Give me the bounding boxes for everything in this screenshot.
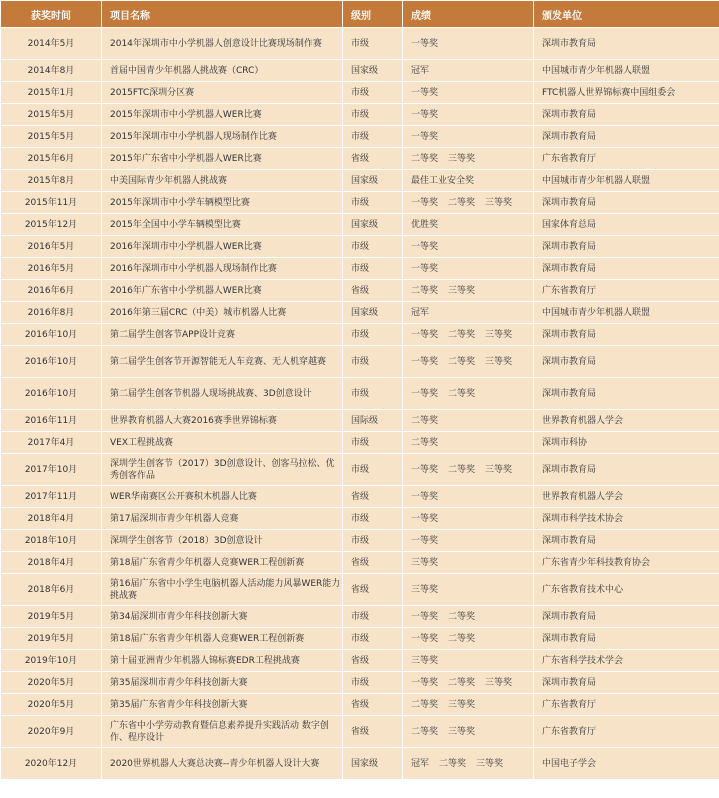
issuing-unit: 世界教育机器人学会 xyxy=(534,410,719,432)
result-item: 三等奖 xyxy=(485,677,513,688)
table-row xyxy=(1,258,719,280)
result-item: 二等奖 xyxy=(448,329,476,340)
award-date: 2017年4月 xyxy=(1,432,102,454)
award-date: 2016年6月 xyxy=(1,280,102,302)
table-row xyxy=(1,606,719,628)
issuing-unit: 中国城市青少年机器人联盟 xyxy=(534,170,719,192)
award-result xyxy=(403,214,534,236)
result-item: 冠军 xyxy=(411,307,430,318)
table-row xyxy=(1,302,719,324)
table-row xyxy=(1,454,719,486)
award-result xyxy=(403,628,534,650)
result-item: 三等奖 xyxy=(485,356,513,367)
award-date: 2020年5月 xyxy=(1,694,102,716)
header-row xyxy=(1,1,719,28)
award-level: 国家级 xyxy=(343,214,403,236)
award-result xyxy=(403,650,534,672)
result-item: 二等奖 xyxy=(411,699,439,710)
project-name: 深圳学生创客节（2017）3D创意设计、创客马拉松、优秀创客作品 xyxy=(102,454,343,486)
award-level: 省级 xyxy=(343,650,403,672)
award-result xyxy=(403,60,534,82)
award-level: 市级 xyxy=(343,672,403,694)
issuing-unit: 广东省青少年科技教育协会 xyxy=(534,552,719,574)
result-item: 冠军 xyxy=(411,758,430,769)
project-name: VEX工程挑战赛 xyxy=(102,432,343,454)
project-name: 世界教育机器人大赛2016赛季世界锦标赛 xyxy=(102,410,343,432)
award-level: 市级 xyxy=(343,432,403,454)
issuing-unit: 中国电子学会 xyxy=(534,748,719,780)
project-name: WER华南赛区公开赛积木机器人比赛 xyxy=(102,486,343,508)
award-result xyxy=(403,324,534,346)
award-result xyxy=(403,606,534,628)
award-date: 2017年10月 xyxy=(1,454,102,486)
award-date: 2017年11月 xyxy=(1,486,102,508)
table-body xyxy=(1,28,719,780)
award-result xyxy=(403,170,534,192)
issuing-unit: 广东省教育厅 xyxy=(534,280,719,302)
table-row xyxy=(1,280,719,302)
award-result xyxy=(403,192,534,214)
award-date: 2015年12月 xyxy=(1,214,102,236)
award-date: 2014年5月 xyxy=(1,28,102,60)
issuing-unit: 深圳市科学技术协会 xyxy=(534,508,719,530)
project-name: 第二届学生创客节开源智能无人车竞赛、无人机穿越赛 xyxy=(102,346,343,378)
result-item: 一等奖 xyxy=(411,356,439,367)
project-name: 2016年深圳市中小学机器人现场制作比赛 xyxy=(102,258,343,280)
award-result xyxy=(403,302,534,324)
result-item: 三等奖 xyxy=(411,557,439,568)
award-date: 2015年5月 xyxy=(1,104,102,126)
award-level: 市级 xyxy=(343,82,403,104)
award-level: 国际级 xyxy=(343,410,403,432)
table-row xyxy=(1,170,719,192)
result-item: 二等奖 xyxy=(411,153,439,164)
table-row xyxy=(1,508,719,530)
award-date: 2018年10月 xyxy=(1,530,102,552)
issuing-unit: 深圳市教育局 xyxy=(534,324,719,346)
result-item: 二等奖 xyxy=(448,611,476,622)
result-item: 二等奖 xyxy=(448,388,476,399)
result-item: 三等奖 xyxy=(476,758,504,769)
award-level: 省级 xyxy=(343,716,403,748)
table-row xyxy=(1,694,719,716)
issuing-unit: 深圳市教育局 xyxy=(534,236,719,258)
table-row xyxy=(1,650,719,672)
issuing-unit: 世界教育机器人学会 xyxy=(534,486,719,508)
result-item: 二等奖 xyxy=(411,726,439,737)
issuing-unit: 中国城市青少年机器人联盟 xyxy=(534,60,719,82)
issuing-unit: 深圳市科协 xyxy=(534,432,719,454)
award-level: 省级 xyxy=(343,694,403,716)
award-result xyxy=(403,378,534,410)
project-name: 2014年深圳市中小学机器人创意设计比赛现场制作赛 xyxy=(102,28,343,60)
issuing-unit: 中国城市青少年机器人联盟 xyxy=(534,302,719,324)
award-date: 2018年4月 xyxy=(1,508,102,530)
table-row xyxy=(1,214,719,236)
result-item: 三等奖 xyxy=(448,699,476,710)
result-item: 最佳工业安全奖 xyxy=(411,175,475,186)
result-item: 三等奖 xyxy=(448,726,476,737)
result-item: 三等奖 xyxy=(411,584,439,595)
award-level: 市级 xyxy=(343,236,403,258)
project-name: 第16届广东省中小学生电脑机器人活动能力风暴WER能力挑战赛 xyxy=(102,574,343,606)
project-name: 2016年广东省中小学机器人WER比赛 xyxy=(102,280,343,302)
issuing-unit: 深圳市教育局 xyxy=(534,346,719,378)
issuing-unit: 广东省教育厅 xyxy=(534,716,719,748)
project-name: 2015FTC深圳分区赛 xyxy=(102,82,343,104)
project-name: 2015年深圳市中小学车辆模型比赛 xyxy=(102,192,343,214)
award-date: 2016年5月 xyxy=(1,236,102,258)
award-result xyxy=(403,432,534,454)
award-date: 2016年10月 xyxy=(1,324,102,346)
table-row xyxy=(1,574,719,606)
award-result xyxy=(403,454,534,486)
award-level: 省级 xyxy=(343,486,403,508)
issuing-unit: 深圳市教育局 xyxy=(534,628,719,650)
table-row xyxy=(1,672,719,694)
issuing-unit: 国家体育总局 xyxy=(534,214,719,236)
table-row xyxy=(1,104,719,126)
award-level: 市级 xyxy=(343,606,403,628)
award-result xyxy=(403,508,534,530)
issuing-unit: 深圳市教育局 xyxy=(534,126,719,148)
header-result: 成绩 xyxy=(403,1,534,28)
award-result xyxy=(403,104,534,126)
issuing-unit: 深圳市教育局 xyxy=(534,258,719,280)
project-name: 2016年第三届CRC（中美）城市机器人比赛 xyxy=(102,302,343,324)
award-date: 2019年5月 xyxy=(1,628,102,650)
award-date: 2020年12月 xyxy=(1,748,102,780)
award-result xyxy=(403,748,534,780)
award-date: 2015年11月 xyxy=(1,192,102,214)
result-item: 三等奖 xyxy=(448,285,476,296)
issuing-unit: 深圳市教育局 xyxy=(534,28,719,60)
award-level: 市级 xyxy=(343,454,403,486)
table-row xyxy=(1,432,719,454)
issuing-unit: FTC机器人世界锦标赛中国组委会 xyxy=(534,82,719,104)
award-date: 2015年6月 xyxy=(1,148,102,170)
result-item: 二等奖 xyxy=(411,285,439,296)
award-result xyxy=(403,672,534,694)
table-row xyxy=(1,716,719,748)
award-level: 省级 xyxy=(343,574,403,606)
result-item: 一等奖 xyxy=(411,611,439,622)
award-level: 市级 xyxy=(343,324,403,346)
award-result xyxy=(403,82,534,104)
result-item: 二等奖 xyxy=(448,677,476,688)
award-level: 省级 xyxy=(343,280,403,302)
result-item: 二等奖 xyxy=(448,464,476,475)
award-date: 2016年10月 xyxy=(1,346,102,378)
project-name: 第二届学生创客节机器人现场挑战赛、3D创意设计 xyxy=(102,378,343,410)
award-level: 市级 xyxy=(343,192,403,214)
award-result xyxy=(403,552,534,574)
project-name: 第35届深圳市青少年科技创新大赛 xyxy=(102,672,343,694)
result-item: 二等奖 xyxy=(448,197,476,208)
project-name: 第35届广东省青少年科技创新大赛 xyxy=(102,694,343,716)
project-name: 2015年全国中小学车辆模型比赛 xyxy=(102,214,343,236)
award-result xyxy=(403,148,534,170)
result-item: 一等奖 xyxy=(411,87,439,98)
result-item: 冠军 xyxy=(411,65,430,76)
result-item: 三等奖 xyxy=(485,329,513,340)
table-row xyxy=(1,60,719,82)
award-level: 国家级 xyxy=(343,60,403,82)
table-row xyxy=(1,530,719,552)
result-item: 二等奖 xyxy=(448,633,476,644)
award-date: 2019年5月 xyxy=(1,606,102,628)
result-item: 二等奖 xyxy=(411,437,439,448)
table-row xyxy=(1,82,719,104)
result-item: 优胜奖 xyxy=(411,219,439,230)
award-date: 2016年10月 xyxy=(1,378,102,410)
project-name: 中美国际青少年机器人挑战赛 xyxy=(102,170,343,192)
award-result xyxy=(403,694,534,716)
table-row xyxy=(1,324,719,346)
award-level: 市级 xyxy=(343,628,403,650)
project-name: 2016年深圳市中小学机器人WER比赛 xyxy=(102,236,343,258)
result-item: 二等奖 xyxy=(439,758,467,769)
award-level: 市级 xyxy=(343,346,403,378)
award-date: 2020年5月 xyxy=(1,672,102,694)
award-level: 省级 xyxy=(343,148,403,170)
award-date: 2020年9月 xyxy=(1,716,102,748)
award-date: 2016年8月 xyxy=(1,302,102,324)
table-row xyxy=(1,552,719,574)
award-date: 2014年8月 xyxy=(1,60,102,82)
result-item: 一等奖 xyxy=(411,633,439,644)
award-level: 市级 xyxy=(343,104,403,126)
issuing-unit: 深圳市教育局 xyxy=(534,378,719,410)
result-item: 三等奖 xyxy=(448,153,476,164)
table-row xyxy=(1,378,719,410)
result-item: 三等奖 xyxy=(485,197,513,208)
award-level: 市级 xyxy=(343,258,403,280)
award-level: 省级 xyxy=(343,552,403,574)
table-row xyxy=(1,236,719,258)
award-result xyxy=(403,280,534,302)
award-date: 2015年5月 xyxy=(1,126,102,148)
issuing-unit: 深圳市教育局 xyxy=(534,104,719,126)
result-item: 一等奖 xyxy=(411,197,439,208)
header-date: 获奖时间 xyxy=(1,1,102,28)
table-row xyxy=(1,192,719,214)
result-item: 一等奖 xyxy=(411,131,439,142)
project-name: 2015年深圳市中小学机器人WER比赛 xyxy=(102,104,343,126)
award-date: 2019年10月 xyxy=(1,650,102,672)
issuing-unit: 深圳市教育局 xyxy=(534,530,719,552)
project-name: 第十届亚洲青少年机器人锦标赛EDR工程挑战赛 xyxy=(102,650,343,672)
result-item: 一等奖 xyxy=(411,388,439,399)
award-level: 国家级 xyxy=(343,302,403,324)
table-row xyxy=(1,410,719,432)
award-level: 市级 xyxy=(343,378,403,410)
header-issuer: 颁发单位 xyxy=(534,1,719,28)
award-date: 2015年1月 xyxy=(1,82,102,104)
issuing-unit: 深圳市教育局 xyxy=(534,672,719,694)
result-item: 一等奖 xyxy=(411,677,439,688)
project-name: 2020世界机器人大赛总决赛--青少年机器人设计大赛 xyxy=(102,748,343,780)
issuing-unit: 深圳市教育局 xyxy=(534,454,719,486)
result-item: 一等奖 xyxy=(411,491,439,502)
header-level: 级别 xyxy=(343,1,403,28)
issuing-unit: 广东省教育厅 xyxy=(534,148,719,170)
header-project: 项目名称 xyxy=(102,1,343,28)
project-name: 首届中国青少年机器人挑战赛（CRC） xyxy=(102,60,343,82)
award-result xyxy=(403,258,534,280)
result-item: 一等奖 xyxy=(411,535,439,546)
project-name: 第二届学生创客节APP设计竞赛 xyxy=(102,324,343,346)
table-row xyxy=(1,148,719,170)
award-level: 市级 xyxy=(343,28,403,60)
award-level: 市级 xyxy=(343,530,403,552)
award-date: 2018年4月 xyxy=(1,552,102,574)
award-result xyxy=(403,410,534,432)
table-row xyxy=(1,748,719,780)
award-date: 2015年8月 xyxy=(1,170,102,192)
result-item: 一等奖 xyxy=(411,464,439,475)
result-item: 三等奖 xyxy=(485,464,513,475)
table-row xyxy=(1,346,719,378)
award-result xyxy=(403,236,534,258)
project-name: 2015年深圳市中小学机器人现场制作比赛 xyxy=(102,126,343,148)
award-result xyxy=(403,530,534,552)
award-date: 2016年11月 xyxy=(1,410,102,432)
project-name: 第17届深圳市青少年机器人竞赛 xyxy=(102,508,343,530)
result-item: 一等奖 xyxy=(411,513,439,524)
result-item: 一等奖 xyxy=(411,38,439,49)
award-result xyxy=(403,486,534,508)
result-item: 一等奖 xyxy=(411,241,439,252)
issuing-unit: 广东省教育厅 xyxy=(534,694,719,716)
project-name: 第18届广东省青少年机器人竞赛WER工程创新赛 xyxy=(102,628,343,650)
award-result xyxy=(403,346,534,378)
award-level: 市级 xyxy=(343,126,403,148)
result-item: 三等奖 xyxy=(411,655,439,666)
award-date: 2018年6月 xyxy=(1,574,102,606)
award-result xyxy=(403,28,534,60)
table-row xyxy=(1,628,719,650)
project-name: 广东省中小学劳动教育暨信息素养提升实践活动 数字创作、程序设计 xyxy=(102,716,343,748)
project-name: 第18届广东省青少年机器人竞赛WER工程创新赛 xyxy=(102,552,343,574)
issuing-unit: 深圳市教育局 xyxy=(534,192,719,214)
project-name: 第34届深圳市青少年科技创新大赛 xyxy=(102,606,343,628)
award-result xyxy=(403,716,534,748)
project-name: 深圳学生创客节（2018）3D创意设计 xyxy=(102,530,343,552)
result-item: 一等奖 xyxy=(411,109,439,120)
award-result xyxy=(403,574,534,606)
result-item: 一等奖 xyxy=(411,329,439,340)
result-item: 一等奖 xyxy=(411,263,439,274)
issuing-unit: 广东省科学技术学会 xyxy=(534,650,719,672)
award-date: 2016年5月 xyxy=(1,258,102,280)
issuing-unit: 广东省教育技术中心 xyxy=(534,574,719,606)
award-level: 国家级 xyxy=(343,748,403,780)
award-result xyxy=(403,126,534,148)
table-row xyxy=(1,28,719,60)
table-row xyxy=(1,126,719,148)
project-name: 2015年广东省中小学机器人WER比赛 xyxy=(102,148,343,170)
award-level: 市级 xyxy=(343,508,403,530)
issuing-unit: 深圳市教育局 xyxy=(534,606,719,628)
result-item: 二等奖 xyxy=(411,415,439,426)
table-row xyxy=(1,486,719,508)
award-level: 国家级 xyxy=(343,170,403,192)
result-item: 二等奖 xyxy=(448,356,476,367)
